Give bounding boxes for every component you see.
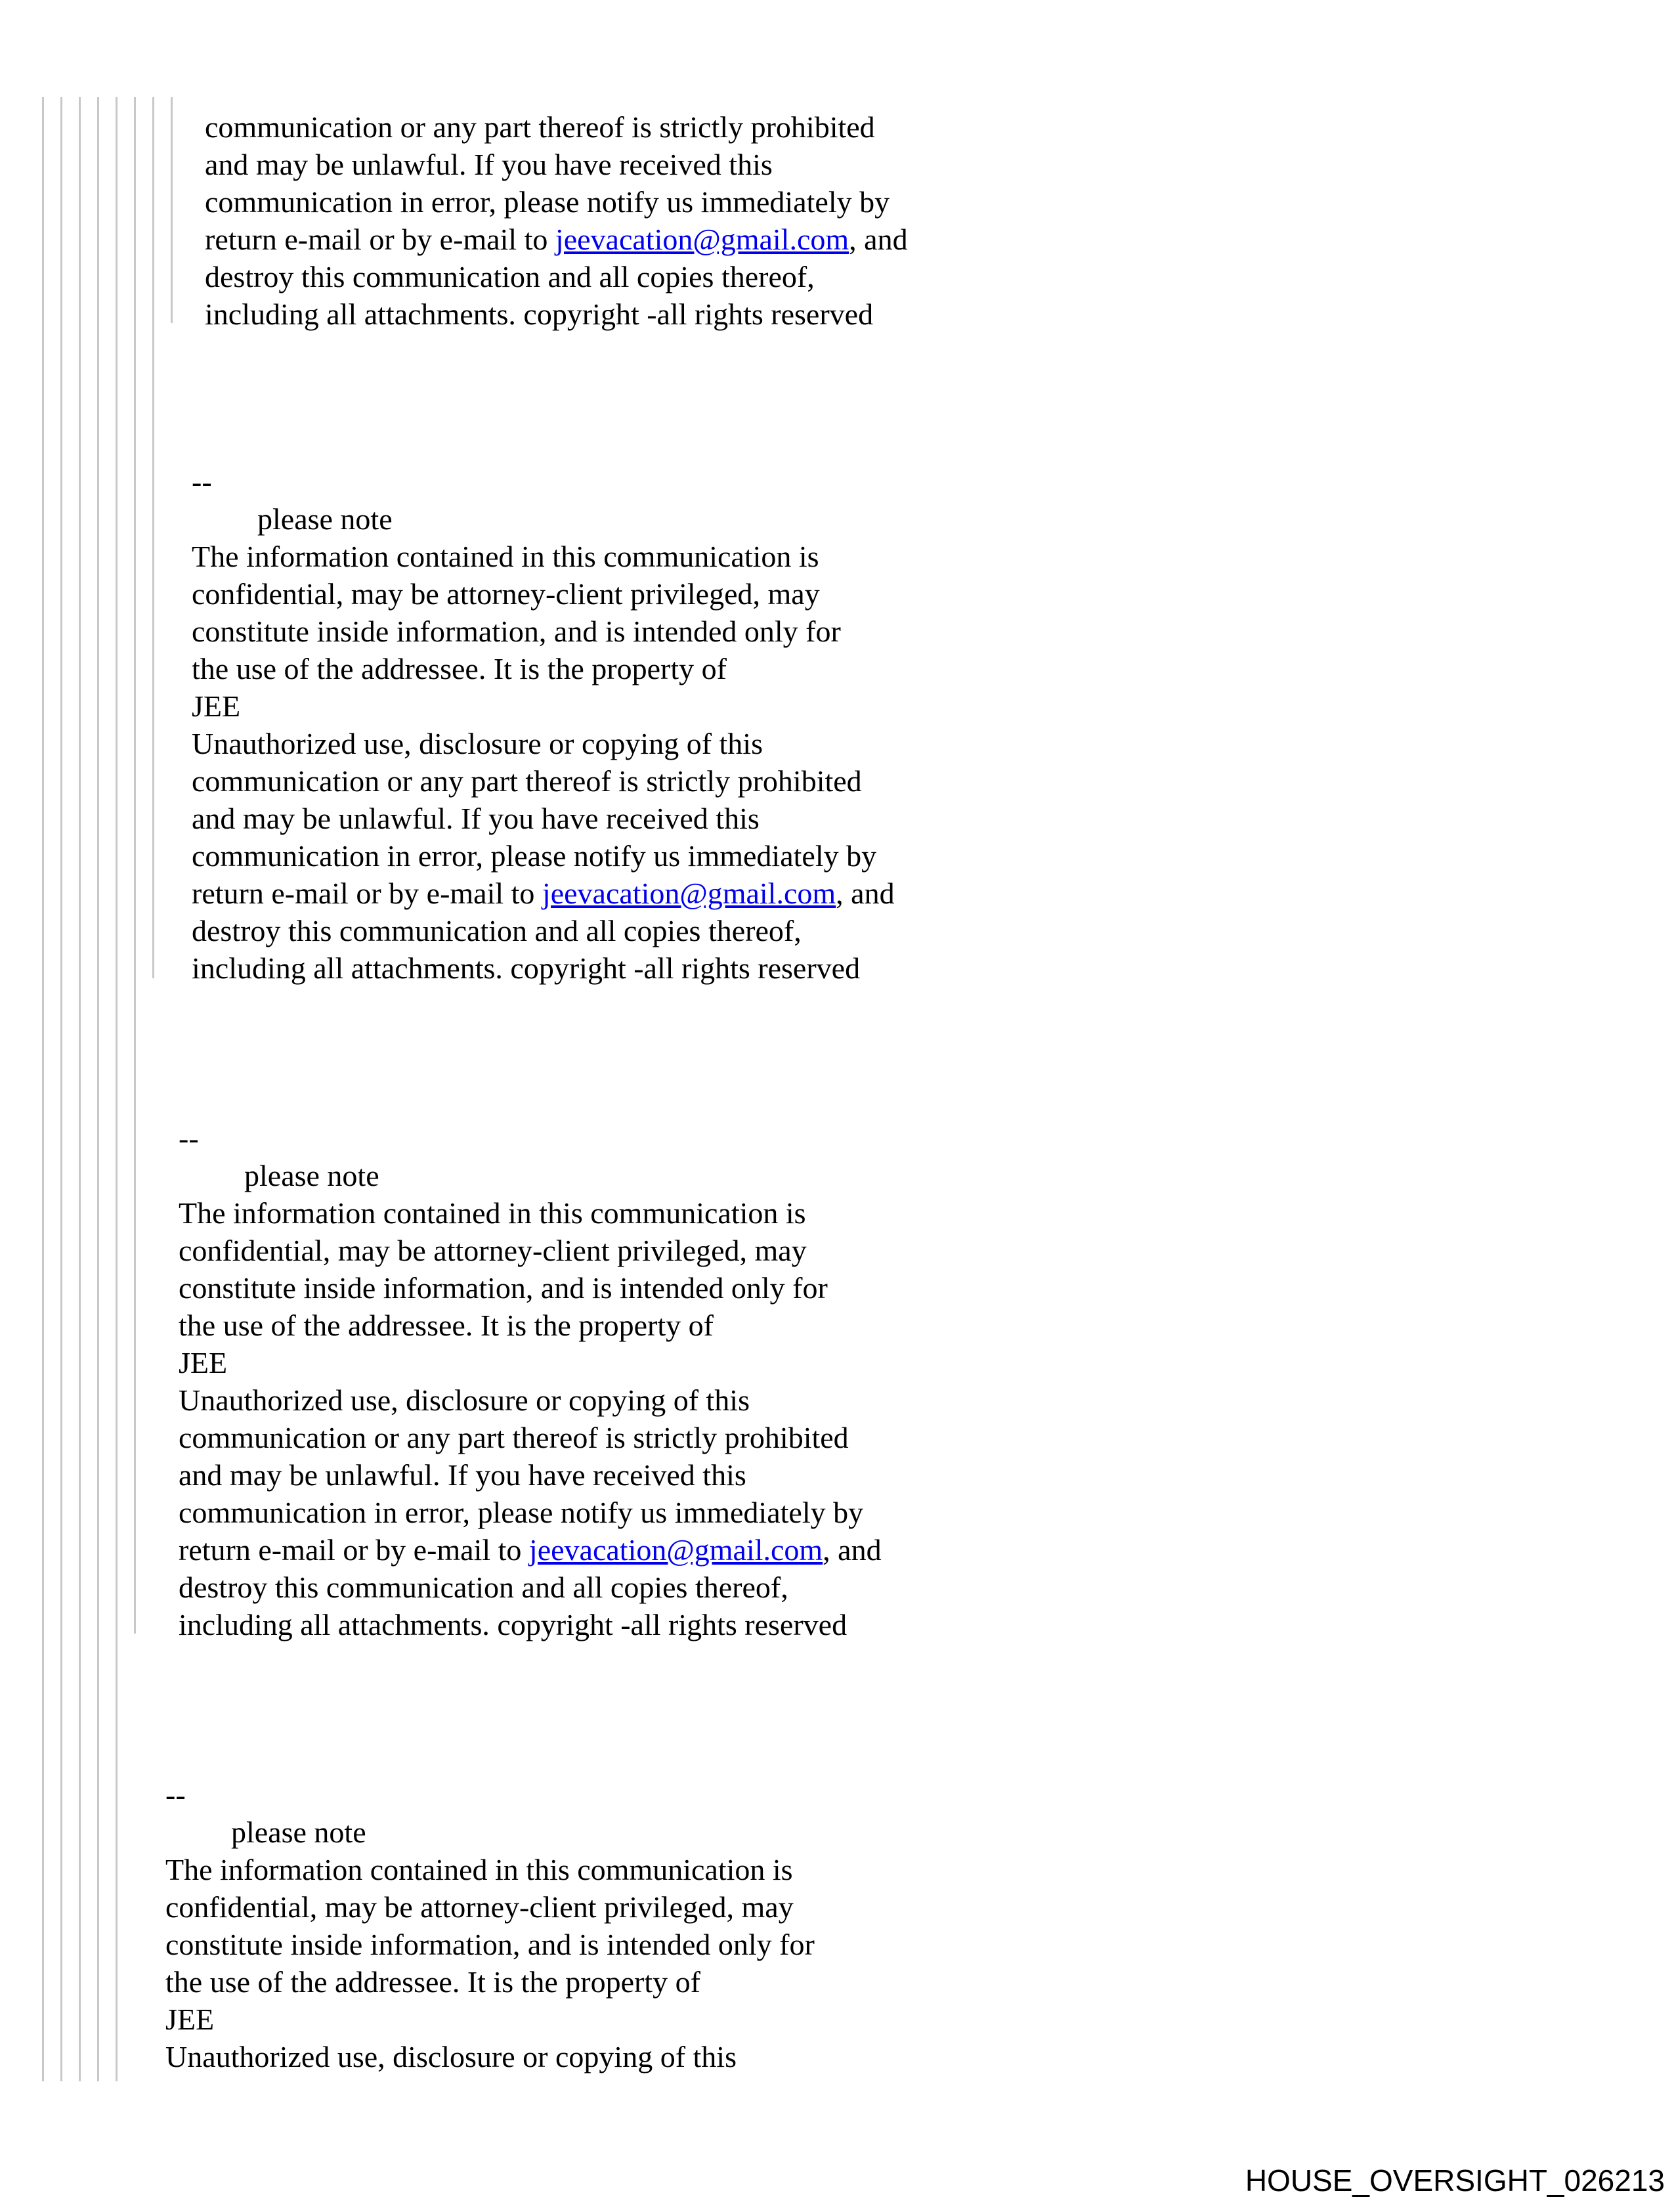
disclaimer-text: The information contained in this communication is [192, 540, 819, 573]
disclaimer-line [165, 1963, 815, 2001]
disclaimer-line [165, 1926, 815, 1963]
quote-bar [42, 97, 44, 2081]
disclaimer-line [165, 2001, 815, 2038]
disclaimer-line [205, 183, 908, 221]
disclaimer-line [179, 1606, 882, 1643]
disclaimer-line [179, 1194, 882, 1232]
disclaimer-text: confidential, may be attorney-client privileged, may [165, 1890, 794, 1924]
disclaimer-text: , and [836, 877, 895, 910]
disclaimer-text: communication or any part thereof is strictly prohibited [192, 764, 862, 798]
disclaimer-text: communication or any part thereof is strictly prohibited [205, 110, 875, 144]
disclaimer-line [205, 295, 908, 333]
disclaimer-text: communication in error, please notify us immediately by [205, 185, 890, 219]
disclaimer-line [179, 1381, 882, 1419]
quote-bar [79, 97, 81, 2081]
disclaimer-line [205, 258, 908, 295]
disclaimer-line [192, 500, 895, 538]
disclaimer-line [205, 146, 908, 183]
disclaimer-text: Unauthorized use, disclosure or copying of this [165, 2040, 737, 2073]
disclaimer-text: communication in error, please notify us immediately by [179, 1496, 864, 1529]
disclaimer-text: , and [823, 1533, 882, 1567]
disclaimer-text: return e-mail or by e-mail to [205, 223, 555, 256]
disclaimer-line [179, 1119, 882, 1157]
disclaimer-text: the use of the addressee. It is the property of [165, 1965, 700, 1999]
disclaimer-text: Unauthorized use, disclosure or copying of this [179, 1383, 750, 1417]
disclaimer-text: destroy this communication and all copies thereof, [192, 914, 802, 947]
disclaimer-text: The information contained in this communication is [179, 1196, 806, 1230]
quote-bar [116, 97, 118, 2081]
disclaimer-line [165, 2038, 815, 2075]
disclaimer-text: confidential, may be attorney-client privileged, may [192, 577, 820, 611]
disclaimer-line [179, 1531, 882, 1569]
disclaimer-line [179, 1307, 882, 1344]
disclaimer-line [192, 875, 895, 912]
email-link[interactable]: jeevacation@gmail.com [542, 877, 836, 910]
disclaimer-text: , and [849, 223, 908, 256]
disclaimer-text: the use of the addressee. It is the property of [192, 652, 727, 685]
disclaimer-text: The information contained in this communication is [165, 1853, 793, 1886]
disclaimer-text: destroy this communication and all copies thereof, [205, 260, 815, 293]
disclaimer-line [179, 1419, 882, 1456]
disclaimer-line [205, 108, 908, 146]
disclaimer-line [165, 1813, 815, 1851]
disclaimer-text: please note [257, 502, 393, 536]
disclaimer-text: including all attachments. copyright -all rights reserved [179, 1608, 848, 1641]
disclaimer-text: return e-mail or by e-mail to [179, 1533, 529, 1567]
disclaimer-text: constitute inside information, and is intended only for [192, 615, 841, 648]
disclaimer-block [165, 1776, 815, 2075]
disclaimer-line [192, 650, 895, 687]
quote-bar [152, 97, 154, 978]
disclaimer-text: please note [244, 1159, 379, 1192]
disclaimer-block [179, 1119, 882, 1643]
disclaimer-text: including all attachments. copyright -all rights reserved [192, 951, 861, 985]
disclaimer-line [192, 800, 895, 837]
disclaimer-text: and may be unlawful. If you have received this [179, 1458, 746, 1492]
disclaimer-text: including all attachments. copyright -all rights reserved [205, 297, 874, 331]
disclaimer-text: -- [165, 1778, 186, 1811]
disclaimer-text: -- [179, 1121, 199, 1155]
email-link[interactable]: jeevacation@gmail.com [555, 223, 849, 256]
email-link[interactable]: jeevacation@gmail.com [528, 1533, 823, 1567]
disclaimer-text: JEE [165, 2003, 215, 2036]
disclaimer-block [192, 463, 895, 987]
disclaimer-line [179, 1569, 882, 1606]
disclaimer-line [192, 725, 895, 762]
disclaimer-line [165, 1776, 815, 1813]
disclaimer-line [192, 575, 895, 613]
disclaimer-line [179, 1344, 882, 1381]
disclaimer-line [205, 221, 908, 258]
disclaimer-line [179, 1157, 882, 1194]
disclaimer-text: and may be unlawful. If you have received this [205, 148, 773, 181]
disclaimer-text: JEE [179, 1346, 228, 1379]
disclaimer-line [165, 1851, 815, 1888]
quote-bar [171, 97, 173, 323]
disclaimer-text: communication or any part thereof is strictly prohibited [179, 1421, 849, 1454]
disclaimer-text: destroy this communication and all copies thereof, [179, 1571, 788, 1604]
quote-bar [97, 97, 99, 2081]
disclaimer-text: return e-mail or by e-mail to [192, 877, 542, 910]
disclaimer-block [205, 108, 908, 333]
disclaimer-text: confidential, may be attorney-client privileged, may [179, 1234, 807, 1267]
disclaimer-text: please note [231, 1815, 366, 1849]
quote-bar [60, 97, 62, 2081]
disclaimer-text: -- [192, 465, 212, 498]
disclaimer-line [179, 1232, 882, 1269]
bates-number: HOUSE_OVERSIGHT_026213 [1245, 2163, 1665, 2198]
disclaimer-text: Unauthorized use, disclosure or copying of this [192, 727, 763, 760]
disclaimer-line [192, 613, 895, 650]
disclaimer-text: constitute inside information, and is intended only for [165, 1928, 815, 1961]
disclaimer-text: and may be unlawful. If you have received this [192, 802, 760, 835]
disclaimer-text: communication in error, please notify us immediately by [192, 839, 877, 873]
disclaimer-text: constitute inside information, and is intended only for [179, 1271, 828, 1305]
disclaimer-line [192, 463, 895, 500]
disclaimer-line [192, 762, 895, 800]
disclaimer-text: JEE [192, 689, 241, 723]
quote-bar [134, 97, 136, 1634]
disclaimer-line [192, 912, 895, 949]
disclaimer-line [179, 1456, 882, 1494]
disclaimer-line [179, 1269, 882, 1307]
disclaimer-text: the use of the addressee. It is the property of [179, 1309, 714, 1342]
disclaimer-line [192, 837, 895, 875]
disclaimer-line [192, 687, 895, 725]
disclaimer-line [179, 1494, 882, 1531]
disclaimer-line [192, 538, 895, 575]
disclaimer-line [165, 1888, 815, 1926]
disclaimer-line [192, 949, 895, 987]
